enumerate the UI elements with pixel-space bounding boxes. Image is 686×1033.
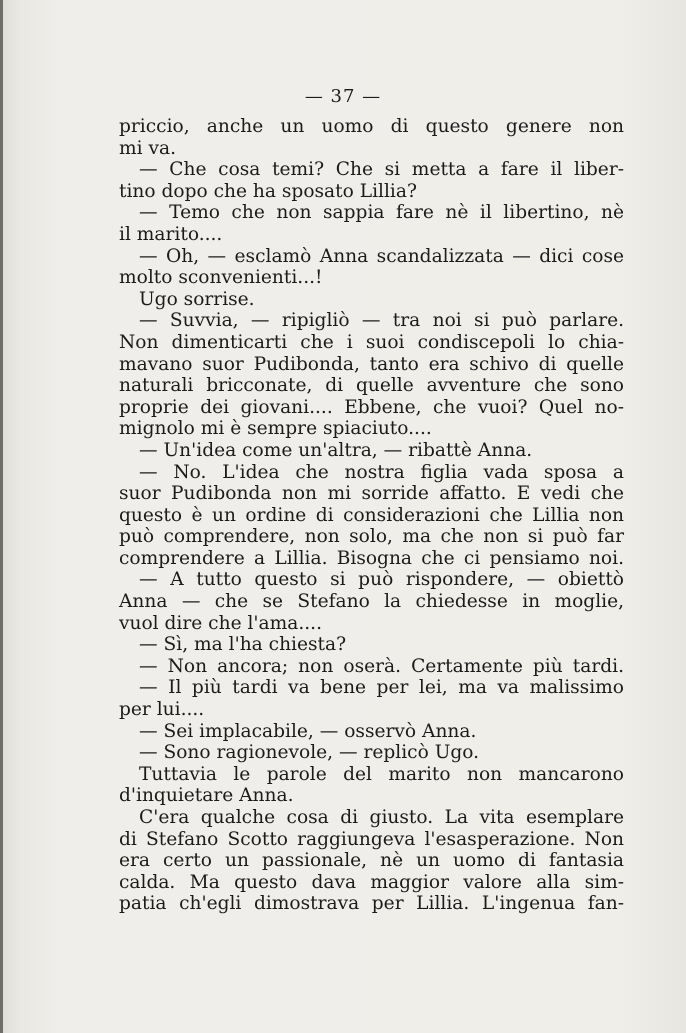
body-text [119,116,624,915]
text-line: patia ch'egli dimostrava per Lillia. L'ingenua fan- [119,893,624,915]
text-line: mignolo mi è sempre spiaciuto.... [119,418,432,440]
text-line: calda. Ma questo dava maggior valore alla sim- [119,871,624,893]
text-line: — Suvvia, — ripigliò — tra noi si può parlare. [139,310,624,332]
text-line: proprie dei giovani.... Ebbene, che vuoi? Quel no- [119,396,624,418]
text-line: suor Pudibonda non mi sorride affatto. E vedi che [119,483,624,505]
text-line: — No. L'idea che nostra figlia vada sposa a [139,461,624,483]
text-line: naturali bricconate, di quelle avventure che sono [119,375,624,397]
text-line: vuol dire che l'ama.... [119,612,322,634]
text-line: mavano suor Pudibonda, tanto era schivo di quelle [119,353,624,375]
text-line: — Temo che non sappia fare nè il libertino, nè [139,202,624,224]
text-line: Ugo sorrise. [139,288,255,310]
text-line: — Che cosa temi? Che si metta a fare il liber- [139,159,624,181]
text-line: di Stefano Scotto raggiungeva l'esasperazione. Non [119,828,624,850]
text-line: era certo un passionale, nè un uomo di fantasia [119,850,624,872]
text-line: — Il più tardi va bene per lei, ma va malissimo [139,677,624,699]
text-line: — Sono ragionevole, — replicò Ugo. [139,742,480,764]
text-line: — Oh, — esclamò Anna scandalizzata — dici cose [139,245,624,267]
text-line: Non dimenticarti che i suoi condiscepoli lo chia- [119,331,624,353]
text-line: comprendere a Lillia. Bisogna che ci pensiamo noi. [119,547,624,569]
text-line: questo è un ordine di considerazioni che Lillia non [119,504,624,526]
text-line: per lui.... [119,699,205,721]
text-line: — Sei implacabile, — osservò Anna. [139,720,477,742]
text-line: il marito.... [119,223,223,245]
text-line: C'era qualche cosa di giusto. La vita esemplare [139,807,624,828]
text-line: — A tutto questo si può rispondere, — obiettò [139,569,624,591]
text-line: può comprendere, non solo, ma che non si può far [119,526,624,548]
text-line: d'inquietare Anna. [119,785,294,807]
text-line: — Non ancora; non oserà. Certamente più tardi. [139,655,624,677]
text-line: molto sconvenienti...! [119,267,323,289]
text-line: Anna — che se Stefano la chiedesse in moglie, [119,591,624,613]
text-line: priccio, anche un uomo di questo genere non [119,116,624,137]
text-line: tino dopo che ha sposato Lillia? [119,180,417,202]
text-line: Tuttavia le parole del marito non mancarono [139,763,624,785]
page-binding-edge [0,0,3,1033]
page-number: — 37 — [304,86,382,107]
text-line: — Un'idea come un'altra, — ribattè Anna. [139,439,533,461]
text-line: mi va. [119,137,176,159]
text-line: — Sì, ma l'ha chiesta? [139,634,347,656]
